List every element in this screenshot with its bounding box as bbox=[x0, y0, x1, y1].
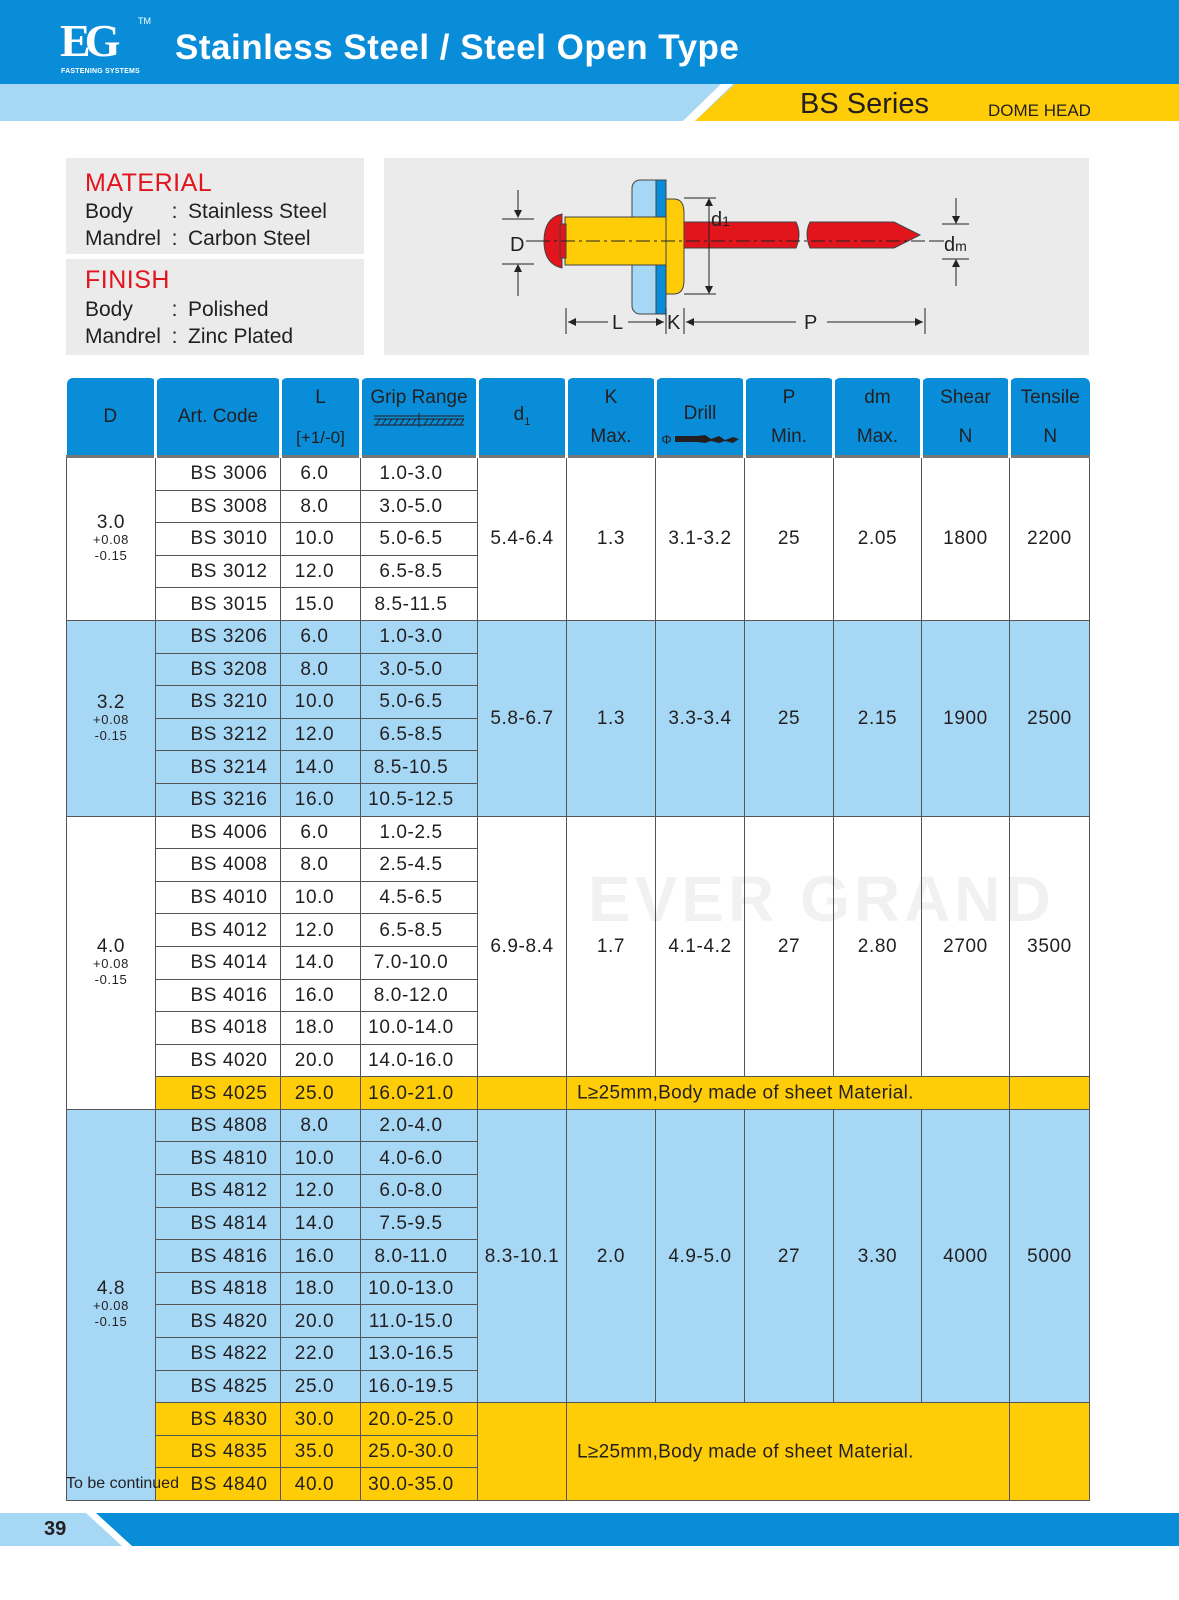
label-D: D bbox=[510, 234, 525, 256]
grip-range-cell: 2.5-4.5 bbox=[361, 849, 478, 882]
length-cell: 6.0 bbox=[281, 816, 361, 849]
length-cell: 40.0 bbox=[281, 1468, 361, 1501]
col-header-dm: dm Max. bbox=[834, 378, 922, 457]
dm-cell: 2.80 bbox=[834, 816, 922, 1077]
length-cell: 8.0 bbox=[281, 653, 361, 686]
logo-subtitle: FASTENING SYSTEMS bbox=[61, 68, 140, 75]
tensile-cell: 2200 bbox=[1010, 457, 1090, 621]
art-code-cell: BS 3015 bbox=[156, 588, 281, 621]
dm-cell: 2.15 bbox=[834, 620, 922, 816]
art-code-cell: BS 4808 bbox=[156, 1109, 281, 1142]
length-cell: 18.0 bbox=[281, 1012, 361, 1045]
material-title: MATERIAL bbox=[85, 169, 213, 197]
material-value: Stainless Steel bbox=[188, 200, 327, 223]
grip-range-cell: 6.0-8.0 bbox=[361, 1175, 478, 1208]
finish-row bbox=[85, 298, 269, 322]
col-header-d1: $d_1$ bbox=[478, 378, 567, 457]
finish-row bbox=[85, 325, 293, 349]
grip-range-cell: 8.0-11.0 bbox=[361, 1240, 478, 1273]
d1-cell: 8.3-10.1 bbox=[478, 1109, 567, 1402]
diameter-value: 3.2 bbox=[96, 691, 126, 713]
length-cell: 18.0 bbox=[281, 1272, 361, 1305]
length-cell: 8.0 bbox=[281, 849, 361, 882]
grip-range-cell: 10.5-12.5 bbox=[361, 783, 478, 816]
art-code-cell: BS 4025 bbox=[156, 1077, 281, 1110]
separator: : bbox=[171, 200, 178, 223]
art-code-cell: BS 3012 bbox=[156, 555, 281, 588]
grip-range-cell: 10.0-13.0 bbox=[361, 1272, 478, 1305]
grip-range-cell: 8.5-11.5 bbox=[361, 588, 478, 621]
company-logo bbox=[60, 15, 151, 78]
col-header-tensile: Tensile N bbox=[1010, 378, 1090, 457]
table-row-sheet bbox=[67, 1403, 1090, 1436]
tensile-cell: 2500 bbox=[1010, 620, 1090, 816]
label-dm: dm bbox=[944, 234, 967, 256]
shear-cell: 1800 bbox=[922, 457, 1010, 621]
material-label: Mandrel bbox=[85, 227, 161, 250]
art-code-cell: BS 4822 bbox=[156, 1338, 281, 1371]
logo-trademark: TM bbox=[138, 16, 151, 26]
series-title: BS Series bbox=[800, 88, 929, 120]
sheet-note-cell bbox=[567, 1403, 1010, 1501]
sheet-note-cell bbox=[567, 1077, 1010, 1110]
length-cell: 30.0 bbox=[281, 1403, 361, 1436]
dm-cell: 3.30 bbox=[834, 1109, 922, 1402]
grip-range-cell: 10.0-14.0 bbox=[361, 1012, 478, 1045]
art-code-cell: BS 4820 bbox=[156, 1305, 281, 1338]
diameter-cell bbox=[67, 1109, 156, 1500]
diameter-cell bbox=[67, 457, 156, 621]
length-cell: 10.0 bbox=[281, 1142, 361, 1175]
tolerance-minus: -0.15 bbox=[94, 972, 128, 988]
length-cell: 14.0 bbox=[281, 1207, 361, 1240]
length-cell: 12.0 bbox=[281, 555, 361, 588]
art-code-cell: BS 3208 bbox=[156, 653, 281, 686]
P-cell: 27 bbox=[745, 816, 834, 1077]
page-title: Stainless Steel / Steel Open Type bbox=[175, 28, 740, 67]
grip-range-cell: 3.0-5.0 bbox=[361, 490, 478, 523]
grip-range-cell: 16.0-21.0 bbox=[361, 1077, 478, 1110]
art-code-cell: BS 4825 bbox=[156, 1370, 281, 1403]
length-cell: 15.0 bbox=[281, 588, 361, 621]
material-value: Carbon Steel bbox=[188, 227, 311, 250]
tolerance-minus: -0.15 bbox=[94, 727, 128, 743]
K-cell: 1.3 bbox=[567, 457, 656, 621]
length-cell: 22.0 bbox=[281, 1338, 361, 1371]
table-row bbox=[67, 1109, 1090, 1142]
length-cell: 6.0 bbox=[281, 457, 361, 491]
separator: : bbox=[171, 298, 178, 321]
sheet-note: L≥25mm,Body made of sheet Material. bbox=[577, 1082, 914, 1104]
art-code-cell: BS 4816 bbox=[156, 1240, 281, 1273]
col-header-art-code: Art. Code bbox=[156, 378, 281, 457]
label-P: P bbox=[804, 312, 818, 334]
col-header-shear: Shear N bbox=[922, 378, 1010, 457]
grip-range-cell: 1.0-2.5 bbox=[361, 816, 478, 849]
diameter-cell bbox=[67, 816, 156, 1109]
drill-cell: 4.1-4.2 bbox=[656, 816, 745, 1077]
d1-cell: 6.9-8.4 bbox=[478, 816, 567, 1077]
table-row-sheet bbox=[67, 1077, 1090, 1110]
table-row bbox=[67, 816, 1090, 849]
art-code-cell: BS 4014 bbox=[156, 946, 281, 979]
P-cell: 27 bbox=[745, 1109, 834, 1402]
grip-range-cell: 20.0-25.0 bbox=[361, 1403, 478, 1436]
spec-table bbox=[66, 378, 1090, 1501]
drill-icon: Φ bbox=[661, 433, 738, 446]
grip-range-cell: 5.0-6.5 bbox=[361, 686, 478, 719]
series-band bbox=[695, 84, 1179, 121]
material-row bbox=[85, 227, 311, 251]
col-header-d: D bbox=[67, 378, 156, 457]
K-cell: 1.7 bbox=[567, 816, 656, 1077]
col-header-drill: Drill Φ bbox=[656, 378, 745, 457]
grip-range-cell: 13.0-16.5 bbox=[361, 1338, 478, 1371]
art-code-cell: BS 3216 bbox=[156, 783, 281, 816]
finish-title: FINISH bbox=[85, 266, 170, 294]
tolerance-minus: -0.15 bbox=[94, 548, 128, 564]
art-code-cell: BS 4010 bbox=[156, 881, 281, 914]
length-cell: 12.0 bbox=[281, 914, 361, 947]
art-code-cell: BS 3006 bbox=[156, 457, 281, 491]
grip-range-cell: 5.0-6.5 bbox=[361, 523, 478, 556]
d1-cell: 5.4-6.4 bbox=[478, 457, 567, 621]
label-K: K bbox=[667, 312, 681, 334]
tolerance-plus: +0.08 bbox=[93, 1298, 129, 1314]
art-code-cell: BS 4008 bbox=[156, 849, 281, 882]
sheet-note: L≥25mm,Body made of sheet Material. bbox=[577, 1441, 914, 1463]
length-cell: 8.0 bbox=[281, 1109, 361, 1142]
grip-range-cell: 7.0-10.0 bbox=[361, 946, 478, 979]
P-cell: 25 bbox=[745, 620, 834, 816]
diameter-cell bbox=[67, 620, 156, 816]
separator: : bbox=[171, 227, 178, 250]
rivet-flange bbox=[666, 199, 684, 294]
length-cell: 10.0 bbox=[281, 686, 361, 719]
shear-cell: 1900 bbox=[922, 620, 1010, 816]
col-header-p: P Min. bbox=[745, 378, 834, 457]
grip-range-cell: 6.5-8.5 bbox=[361, 555, 478, 588]
page-number: 39 bbox=[44, 1518, 67, 1540]
art-code-cell: BS 4012 bbox=[156, 914, 281, 947]
rivet-drawing bbox=[384, 158, 1089, 355]
grip-range-cell: 14.0-16.0 bbox=[361, 1044, 478, 1077]
length-cell: 8.0 bbox=[281, 490, 361, 523]
diameter-value: 3.0 bbox=[96, 512, 126, 534]
drill-cell: 3.1-3.2 bbox=[656, 457, 745, 621]
K-cell: 1.3 bbox=[567, 620, 656, 816]
length-cell: 12.0 bbox=[281, 718, 361, 751]
art-code-cell: BS 4830 bbox=[156, 1403, 281, 1436]
art-code-cell: BS 4016 bbox=[156, 979, 281, 1012]
table-row bbox=[67, 620, 1090, 653]
grip-range-cell: 1.0-3.0 bbox=[361, 457, 478, 491]
tolerance-plus: +0.08 bbox=[93, 532, 129, 548]
art-code-cell: BS 4818 bbox=[156, 1272, 281, 1305]
col-header-grip-range: Grip Range bbox=[361, 378, 478, 457]
tolerance-plus: +0.08 bbox=[93, 956, 129, 972]
length-cell: 10.0 bbox=[281, 523, 361, 556]
shear-cell: 4000 bbox=[922, 1109, 1010, 1402]
art-code-cell: BS 3212 bbox=[156, 718, 281, 751]
length-cell: 14.0 bbox=[281, 946, 361, 979]
art-code-cell: BS 4020 bbox=[156, 1044, 281, 1077]
art-code-cell: BS 3010 bbox=[156, 523, 281, 556]
rivet-diagram bbox=[384, 158, 1089, 355]
material-label: Body bbox=[85, 200, 133, 223]
art-code-cell: BS 4018 bbox=[156, 1012, 281, 1045]
finish-value: Polished bbox=[188, 298, 269, 321]
mandrel-shank bbox=[684, 222, 799, 248]
separator: : bbox=[171, 325, 178, 348]
P-cell: 25 bbox=[745, 457, 834, 621]
art-code-cell: BS 4006 bbox=[156, 816, 281, 849]
tensile-cell: 5000 bbox=[1010, 1109, 1090, 1402]
art-code-cell: BS 4812 bbox=[156, 1175, 281, 1208]
art-code-cell: BS 3214 bbox=[156, 751, 281, 784]
grip-range-cell: 6.5-8.5 bbox=[361, 914, 478, 947]
grip-range-cell: 8.5-10.5 bbox=[361, 751, 478, 784]
footer-bar bbox=[96, 1513, 1179, 1546]
diameter-value: 4.0 bbox=[96, 936, 126, 958]
art-code-cell: BS 4835 bbox=[156, 1435, 281, 1468]
label-d1: d1 bbox=[711, 209, 730, 231]
label-L: L bbox=[612, 312, 624, 334]
mandrel-tail bbox=[807, 222, 920, 248]
length-cell: 20.0 bbox=[281, 1044, 361, 1077]
table-row bbox=[67, 457, 1090, 491]
finish-box bbox=[66, 259, 364, 355]
tolerance-plus: +0.08 bbox=[93, 711, 129, 727]
grip-range-cell: 1.0-3.0 bbox=[361, 620, 478, 653]
length-cell: 16.0 bbox=[281, 1240, 361, 1273]
col-header-k: K Max. bbox=[567, 378, 656, 457]
head-type: DOME HEAD bbox=[988, 101, 1091, 120]
finish-value: Zinc Plated bbox=[188, 325, 294, 348]
spec-table-body bbox=[67, 457, 1090, 1501]
grip-range-cell: 11.0-15.0 bbox=[361, 1305, 478, 1338]
logo-mark: EG bbox=[60, 15, 115, 66]
grip-range-cell: 3.0-5.0 bbox=[361, 653, 478, 686]
d1-cell-sheet bbox=[478, 1077, 567, 1110]
diameter-value: 4.8 bbox=[96, 1278, 126, 1300]
grip-range-cell: 4.0-6.0 bbox=[361, 1142, 478, 1175]
d1-cell-sheet bbox=[478, 1403, 567, 1501]
length-cell: 16.0 bbox=[281, 979, 361, 1012]
drill-cell: 3.3-3.4 bbox=[656, 620, 745, 816]
col-header-l: L [+1/-0] bbox=[281, 378, 361, 457]
tensile-cell-sheet bbox=[1010, 1403, 1090, 1501]
finish-label: Mandrel bbox=[85, 325, 161, 348]
length-cell: 25.0 bbox=[281, 1077, 361, 1110]
drill-cell: 4.9-5.0 bbox=[656, 1109, 745, 1402]
dm-cell: 2.05 bbox=[834, 457, 922, 621]
art-code-cell: BS 4810 bbox=[156, 1142, 281, 1175]
length-cell: 12.0 bbox=[281, 1175, 361, 1208]
grip-range-cell: 7.5-9.5 bbox=[361, 1207, 478, 1240]
tensile-cell-sheet bbox=[1010, 1077, 1090, 1110]
d1-cell: 5.8-6.7 bbox=[478, 620, 567, 816]
grip-range-cell: 25.0-30.0 bbox=[361, 1435, 478, 1468]
grip-range-icon bbox=[372, 413, 466, 427]
length-cell: 20.0 bbox=[281, 1305, 361, 1338]
length-cell: 14.0 bbox=[281, 751, 361, 784]
length-cell: 6.0 bbox=[281, 620, 361, 653]
art-code-cell: BS 4840 bbox=[156, 1468, 281, 1501]
material-row bbox=[85, 200, 327, 224]
tolerance-minus: -0.15 bbox=[94, 1314, 128, 1330]
art-code-cell: BS 3210 bbox=[156, 686, 281, 719]
art-code-cell: BS 4814 bbox=[156, 1207, 281, 1240]
length-cell: 16.0 bbox=[281, 783, 361, 816]
shear-cell: 2700 bbox=[922, 816, 1010, 1077]
grip-range-cell: 16.0-19.5 bbox=[361, 1370, 478, 1403]
material-box bbox=[66, 158, 364, 254]
art-code-cell: BS 3206 bbox=[156, 620, 281, 653]
length-cell: 10.0 bbox=[281, 881, 361, 914]
grip-range-cell: 6.5-8.5 bbox=[361, 718, 478, 751]
K-cell: 2.0 bbox=[567, 1109, 656, 1402]
grip-range-cell: 2.0-4.0 bbox=[361, 1109, 478, 1142]
tensile-cell: 3500 bbox=[1010, 816, 1090, 1077]
continued-note: To be continued bbox=[66, 1475, 179, 1492]
table-header-row bbox=[67, 378, 1090, 457]
finish-label: Body bbox=[85, 298, 133, 321]
grip-range-cell: 4.5-6.5 bbox=[361, 881, 478, 914]
length-cell: 35.0 bbox=[281, 1435, 361, 1468]
grip-range-cell: 8.0-12.0 bbox=[361, 979, 478, 1012]
art-code-cell: BS 3008 bbox=[156, 490, 281, 523]
length-cell: 25.0 bbox=[281, 1370, 361, 1403]
grip-range-cell: 30.0-35.0 bbox=[361, 1468, 478, 1501]
